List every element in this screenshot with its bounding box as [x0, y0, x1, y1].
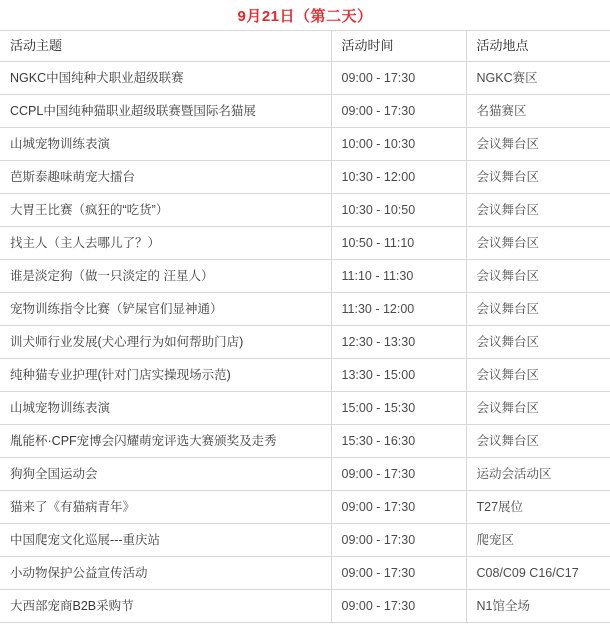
cell-location: 会议舞台区	[466, 326, 610, 359]
cell-location: C08/C09 C16/C17	[466, 557, 610, 590]
cell-topic: 宠物训练指令比赛（铲屎官们显神通）	[0, 293, 331, 326]
table-row	[0, 62, 610, 95]
cell-topic: CCPL中国纯种猫职业超级联赛暨国际名猫展	[0, 95, 331, 128]
table-row	[0, 458, 610, 491]
cell-topic: NGKC中国纯种犬职业超级联赛	[0, 62, 331, 95]
column-header-topic: 活动主题	[0, 31, 331, 62]
table-row	[0, 293, 610, 326]
cell-topic: 胤能杯·CPF宠博会闪耀萌宠评选大赛颁奖及走秀	[0, 425, 331, 458]
cell-location: NGKC赛区	[466, 62, 610, 95]
cell-time: 10:30 - 10:50	[331, 194, 466, 227]
cell-location: T27展位	[466, 491, 610, 524]
cell-topic: 大西部宠商B2B采购节	[0, 590, 331, 623]
cell-time: 15:00 - 15:30	[331, 392, 466, 425]
table-header	[0, 31, 610, 62]
cell-time: 09:00 - 17:30	[331, 458, 466, 491]
cell-location: 会议舞台区	[466, 293, 610, 326]
cell-time: 09:00 - 17:30	[331, 491, 466, 524]
table-row	[0, 194, 610, 227]
cell-topic: 找主人（主人去哪儿了？）	[0, 227, 331, 260]
table-row	[0, 227, 610, 260]
table-row	[0, 128, 610, 161]
column-header-location: 活动地点	[466, 31, 610, 62]
table-header-row	[0, 31, 610, 62]
table-row	[0, 590, 610, 623]
cell-location: 会议舞台区	[466, 260, 610, 293]
table-row	[0, 359, 610, 392]
table-row	[0, 95, 610, 128]
table-row	[0, 260, 610, 293]
table-row	[0, 392, 610, 425]
column-header-time: 活动时间	[331, 31, 466, 62]
cell-location: 会议舞台区	[466, 392, 610, 425]
cell-topic: 山城宠物训练表演	[0, 392, 331, 425]
cell-topic: 小动物保护公益宣传活动	[0, 557, 331, 590]
cell-location: 爬宠区	[466, 524, 610, 557]
table-row	[0, 425, 610, 458]
cell-topic: 大胃王比赛（疯狂的“吃货”）	[0, 194, 331, 227]
table-row	[0, 161, 610, 194]
cell-time: 09:00 - 17:30	[331, 62, 466, 95]
cell-time: 11:10 - 11:30	[331, 260, 466, 293]
table-body	[0, 62, 610, 623]
table-row	[0, 491, 610, 524]
cell-topic: 猫来了《有猫病青年》	[0, 491, 331, 524]
table-row	[0, 326, 610, 359]
cell-time: 13:30 - 15:00	[331, 359, 466, 392]
cell-time: 09:00 - 17:30	[331, 557, 466, 590]
schedule-table	[0, 30, 610, 623]
cell-location: 名猫赛区	[466, 95, 610, 128]
cell-topic: 训犬师行业发展(犬心理行为如何帮助门店)	[0, 326, 331, 359]
table-row	[0, 524, 610, 557]
cell-time: 10:30 - 12:00	[331, 161, 466, 194]
table-row	[0, 557, 610, 590]
cell-topic: 中国爬宠文化巡展---重庆站	[0, 524, 331, 557]
cell-topic: 芭斯泰趣味萌宠大擂台	[0, 161, 331, 194]
cell-topic: 狗狗全国运动会	[0, 458, 331, 491]
cell-location: 会议舞台区	[466, 425, 610, 458]
cell-time: 10:00 - 10:30	[331, 128, 466, 161]
cell-topic: 山城宠物训练表演	[0, 128, 331, 161]
cell-time: 10:50 - 11:10	[331, 227, 466, 260]
title-row	[0, 0, 610, 30]
cell-topic: 纯种猫专业护理(针对门店实操现场示范)	[0, 359, 331, 392]
cell-location: 会议舞台区	[466, 128, 610, 161]
cell-location: 运动会活动区	[466, 458, 610, 491]
cell-location: 会议舞台区	[466, 161, 610, 194]
cell-time: 12:30 - 13:30	[331, 326, 466, 359]
cell-location: 会议舞台区	[466, 227, 610, 260]
cell-topic: 谁是淡定狗（做一只淡定的 汪星人）	[0, 260, 331, 293]
cell-time: 11:30 - 12:00	[331, 293, 466, 326]
cell-location: 会议舞台区	[466, 359, 610, 392]
cell-time: 09:00 - 17:30	[331, 524, 466, 557]
cell-location: 会议舞台区	[466, 194, 610, 227]
cell-time: 09:00 - 17:30	[331, 95, 466, 128]
cell-time: 15:30 - 16:30	[331, 425, 466, 458]
cell-location: N1馆全场	[466, 590, 610, 623]
cell-time: 09:00 - 17:30	[331, 590, 466, 623]
page-title: 9月21日（第二天）	[237, 7, 373, 25]
